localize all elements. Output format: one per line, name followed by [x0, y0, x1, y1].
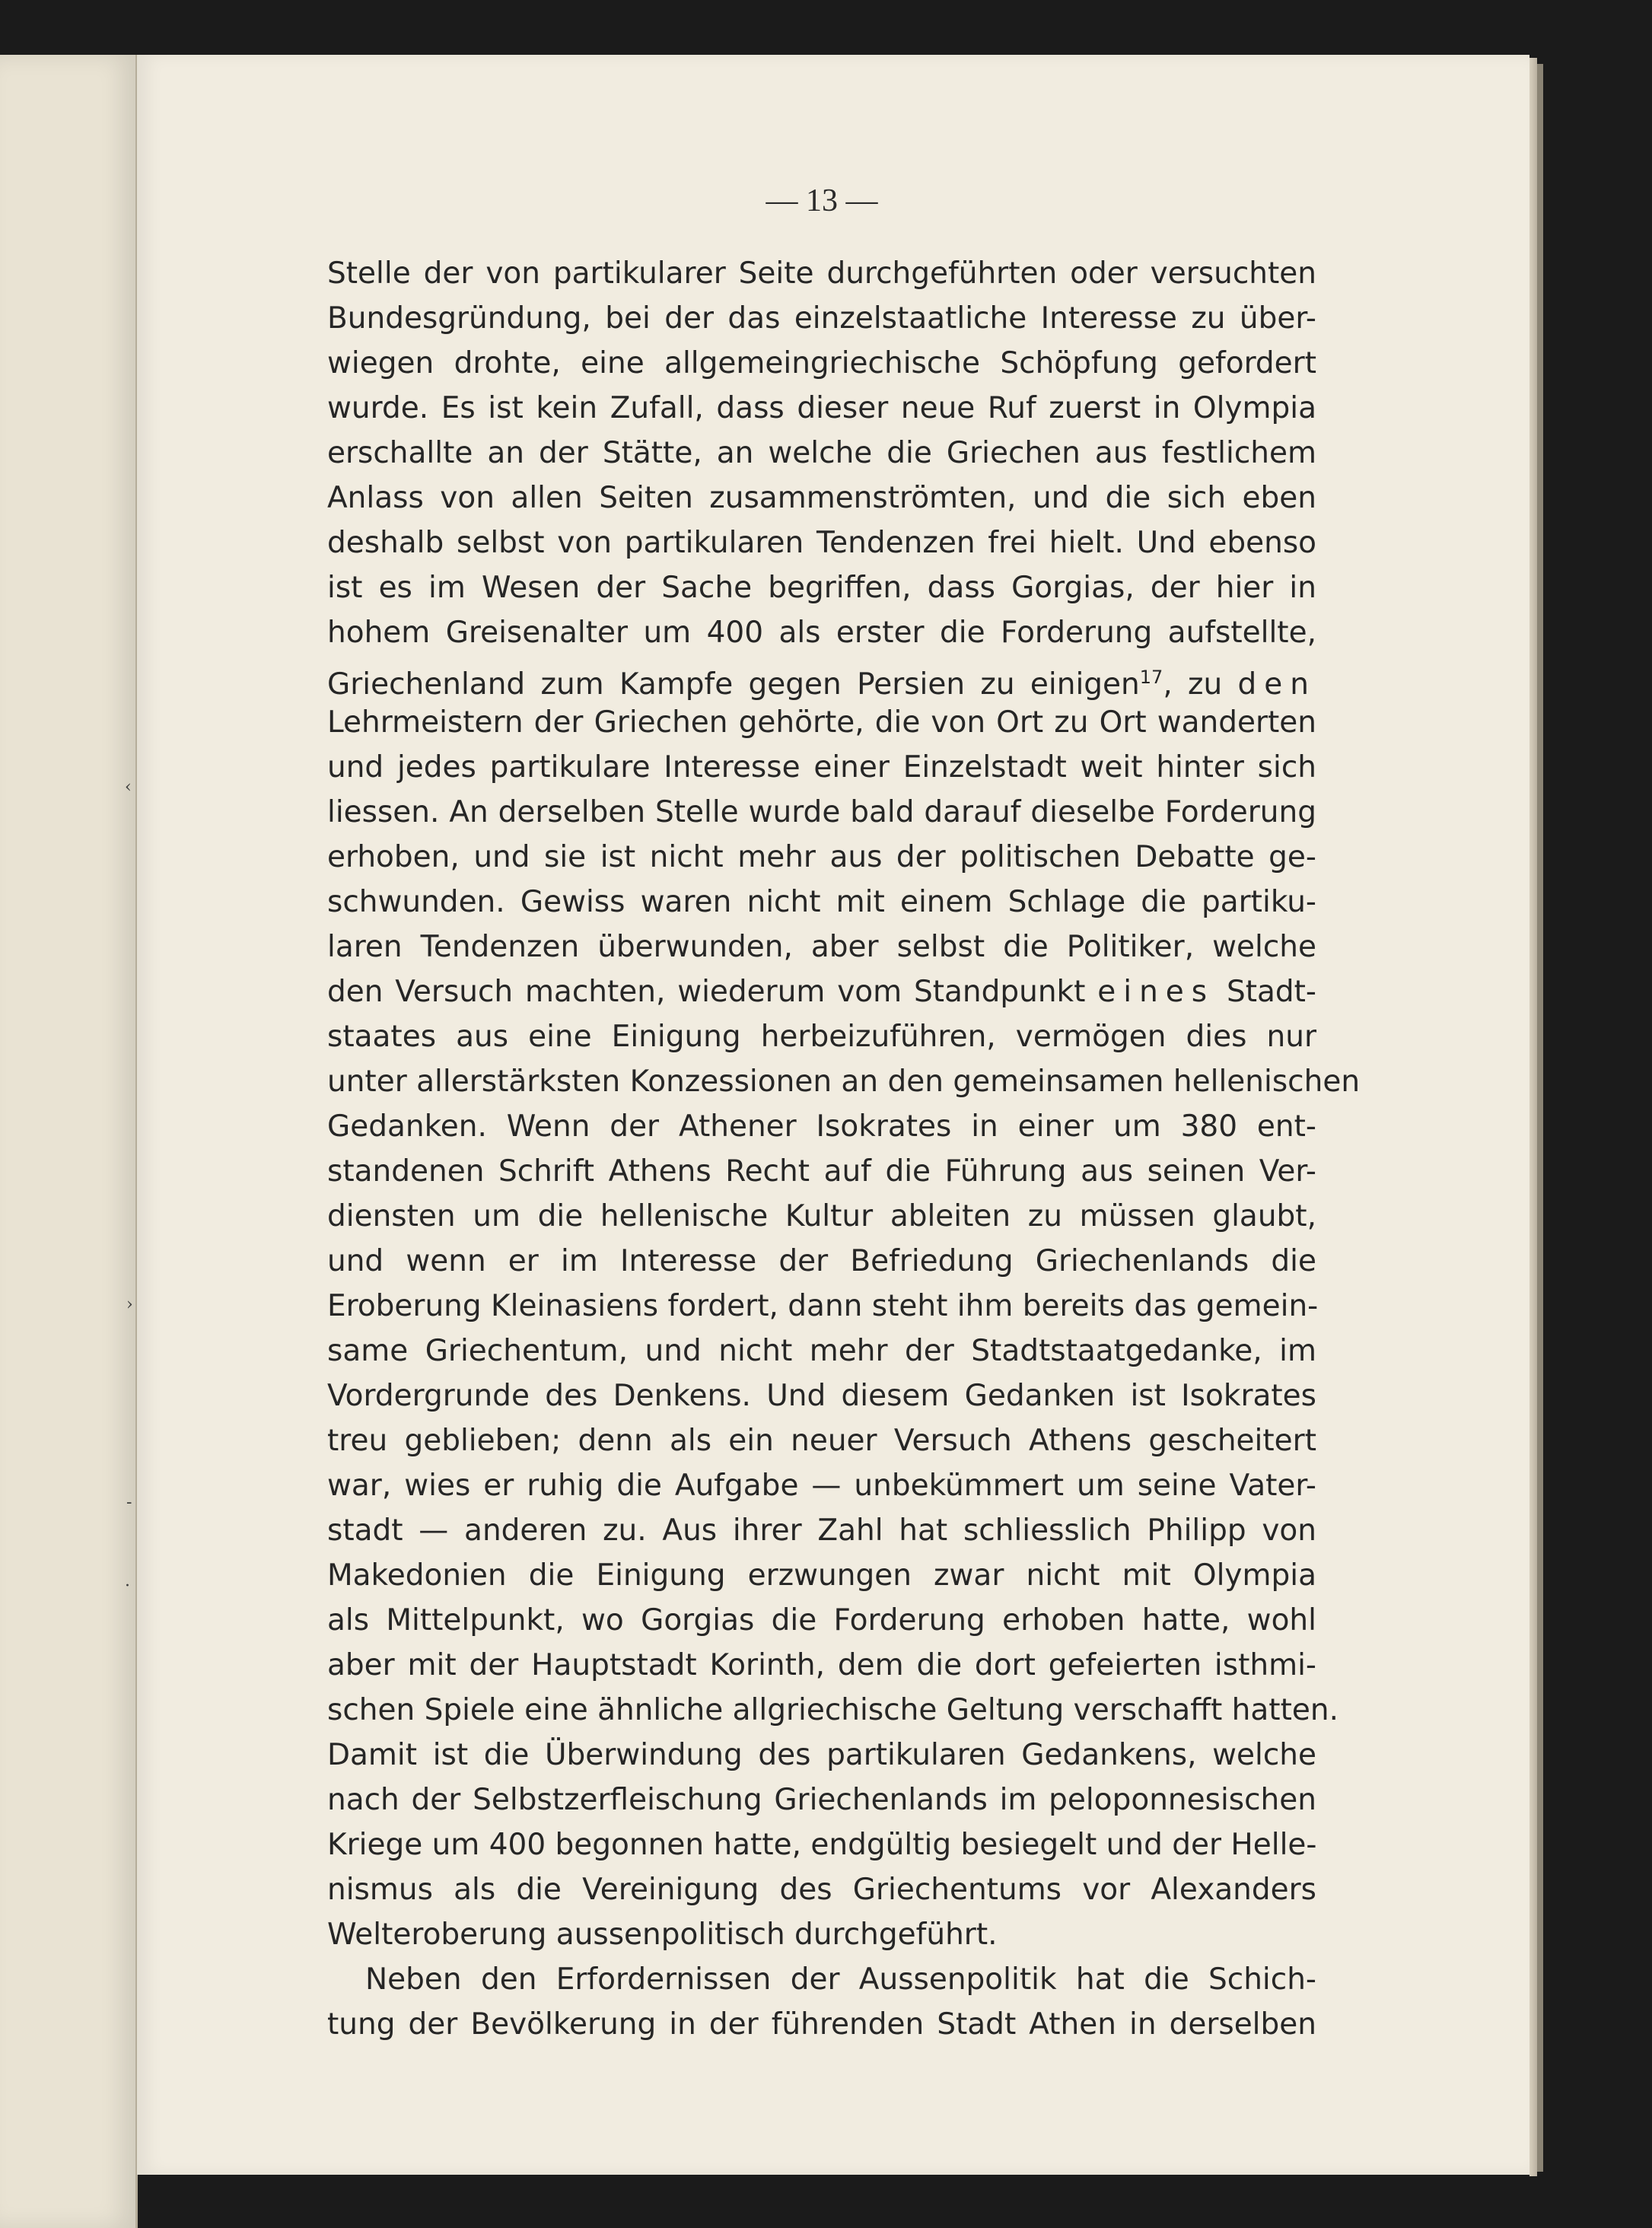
- text-line: schen Spiele eine ähnliche allgriechische Geltung verschafft hatten.: [327, 1693, 1338, 1727]
- text-line: same Griechentum, und nicht mehr der Stadtstaatgedanke, im: [327, 1334, 1316, 1368]
- text-line: liessen. An derselben Stelle wurde bald darauf dieselbe Forderung: [327, 795, 1316, 829]
- text-line: Kriege um 400 begonnen hatte, endgültig besiegelt und der Helle-: [327, 1828, 1317, 1862]
- text-line: stadt — anderen zu. Aus ihrer Zahl hat schliesslich Philipp von: [327, 1513, 1316, 1548]
- page-edge: [1529, 58, 1537, 2176]
- text-line: Welteroberung aussenpolitisch durchgeführt.: [327, 1918, 998, 1952]
- text-line: Anlass von allen Seiten zusammenströmten, und die sich eben: [327, 481, 1316, 515]
- text-line: Vordergrunde des Denkens. Und diesem Gedanken ist Isokrates: [327, 1379, 1316, 1413]
- text-line: [327, 655, 1316, 700]
- emphasized-word: eines: [1097, 975, 1215, 1009]
- text-line: wurde. Es ist kein Zufall, dass dieser neue Ruf zuerst in Olympia: [327, 391, 1316, 425]
- margin-mark: -: [126, 1493, 132, 1512]
- text-segment: , zu: [1163, 667, 1223, 702]
- text-line: als Mittelpunkt, wo Gorgias die Forderung erhoben hatte, wohl: [327, 1603, 1316, 1638]
- text-line: nismus als die Vereinigung des Griechentums vor Alexanders: [327, 1873, 1316, 1907]
- emphasized-word: den: [1237, 667, 1317, 702]
- text-line: unter allerstärksten Konzessionen an den gemeinsamen hellenischen: [327, 1065, 1361, 1099]
- footnote-reference: 17: [1139, 667, 1163, 688]
- text-line: Makedonien die Einigung erzwungen zwar nicht mit Olympia: [327, 1558, 1316, 1593]
- margin-mark: ·: [125, 1577, 130, 1596]
- text-segment: den Versuch machten, wiederum vom Standpunkt: [327, 975, 1086, 1009]
- text-line: laren Tendenzen überwunden, aber selbst die Politiker, welche: [327, 930, 1316, 964]
- text-line: Eroberung Kleinasiens fordert, dann steht ihm bereits das gemein-: [327, 1289, 1319, 1323]
- text-line: deshalb selbst von partikularen Tendenzen frei hielt. Und ebenso: [327, 526, 1316, 560]
- margin-mark: ›: [126, 1295, 133, 1314]
- text-line: [327, 969, 1316, 1014]
- text-line: aber mit der Hauptstadt Korinth, dem die dort gefeierten isthmi-: [327, 1648, 1316, 1682]
- text-line: ist es im Wesen der Sache begriffen, dass Gorgias, der hier in: [327, 571, 1316, 605]
- text-line: nach der Selbstzerfleischung Griechenlands im peloponnesischen: [327, 1783, 1316, 1817]
- text-line: Neben den Erfordernissen der Aussenpolitik hat die Schich-: [365, 1962, 1316, 1997]
- text-line: tung der Bevölkerung in der führenden Stadt Athen in derselben: [327, 2007, 1316, 2042]
- text-line: und wenn er im Interesse der Befriedung Griechenlands die: [327, 1244, 1316, 1278]
- margin-mark: ‹: [125, 778, 132, 797]
- text-line: standenen Schrift Athens Recht auf die Führung aus seinen Ver-: [327, 1154, 1316, 1189]
- text-line: erschallte an der Stätte, an welche die Griechen aus festlichem: [327, 436, 1316, 470]
- text-line: Gedanken. Wenn der Athener Isokrates in einer um 380 ent-: [327, 1109, 1316, 1144]
- text-line: treu geblieben; denn als ein neuer Versuch Athens gescheitert: [327, 1424, 1316, 1458]
- text-line: staates aus eine Einigung herbeizuführen, vermögen dies nur: [327, 1020, 1316, 1054]
- text-segment: Griechenland zum Kampfe gegen Persien zu einigen: [327, 667, 1140, 702]
- text-line: Stelle der von partikularer Seite durchgeführten oder versuchten: [327, 256, 1316, 291]
- text-line: Damit ist die Überwindung des partikularen Gedankens, welche: [327, 1738, 1316, 1772]
- text-line: hohem Greisenalter um 400 als erster die Forderung aufstellte,: [327, 616, 1316, 650]
- page-edge-shadow: [1537, 64, 1543, 2172]
- text-segment: Stadt-: [1226, 975, 1317, 1009]
- body-text: [327, 251, 1361, 2047]
- text-line: Bundesgründung, bei der das einzelstaatliche Interesse zu über-: [327, 301, 1316, 336]
- text-line: und jedes partikulare Interesse einer Einzelstadt weit hinter sich: [327, 750, 1316, 785]
- text-line: diensten um die hellenische Kultur ableiten zu müssen glaubt,: [327, 1199, 1316, 1233]
- text-line: war, wies er ruhig die Aufgabe — unbekümmert um seine Vater-: [327, 1469, 1316, 1503]
- text-line: wiegen drohte, eine allgemeingriechische Schöpfung gefordert: [327, 346, 1316, 380]
- text-line: schwunden. Gewiss waren nicht mit einem Schlage die partiku-: [327, 885, 1316, 919]
- page-number: — 13 —: [766, 183, 878, 218]
- left-page: [0, 55, 138, 2228]
- text-line: Lehrmeistern der Griechen gehörte, die von Ort zu Ort wanderten: [327, 705, 1316, 740]
- text-line: erhoben, und sie ist nicht mehr aus der politischen Debatte ge-: [327, 840, 1316, 874]
